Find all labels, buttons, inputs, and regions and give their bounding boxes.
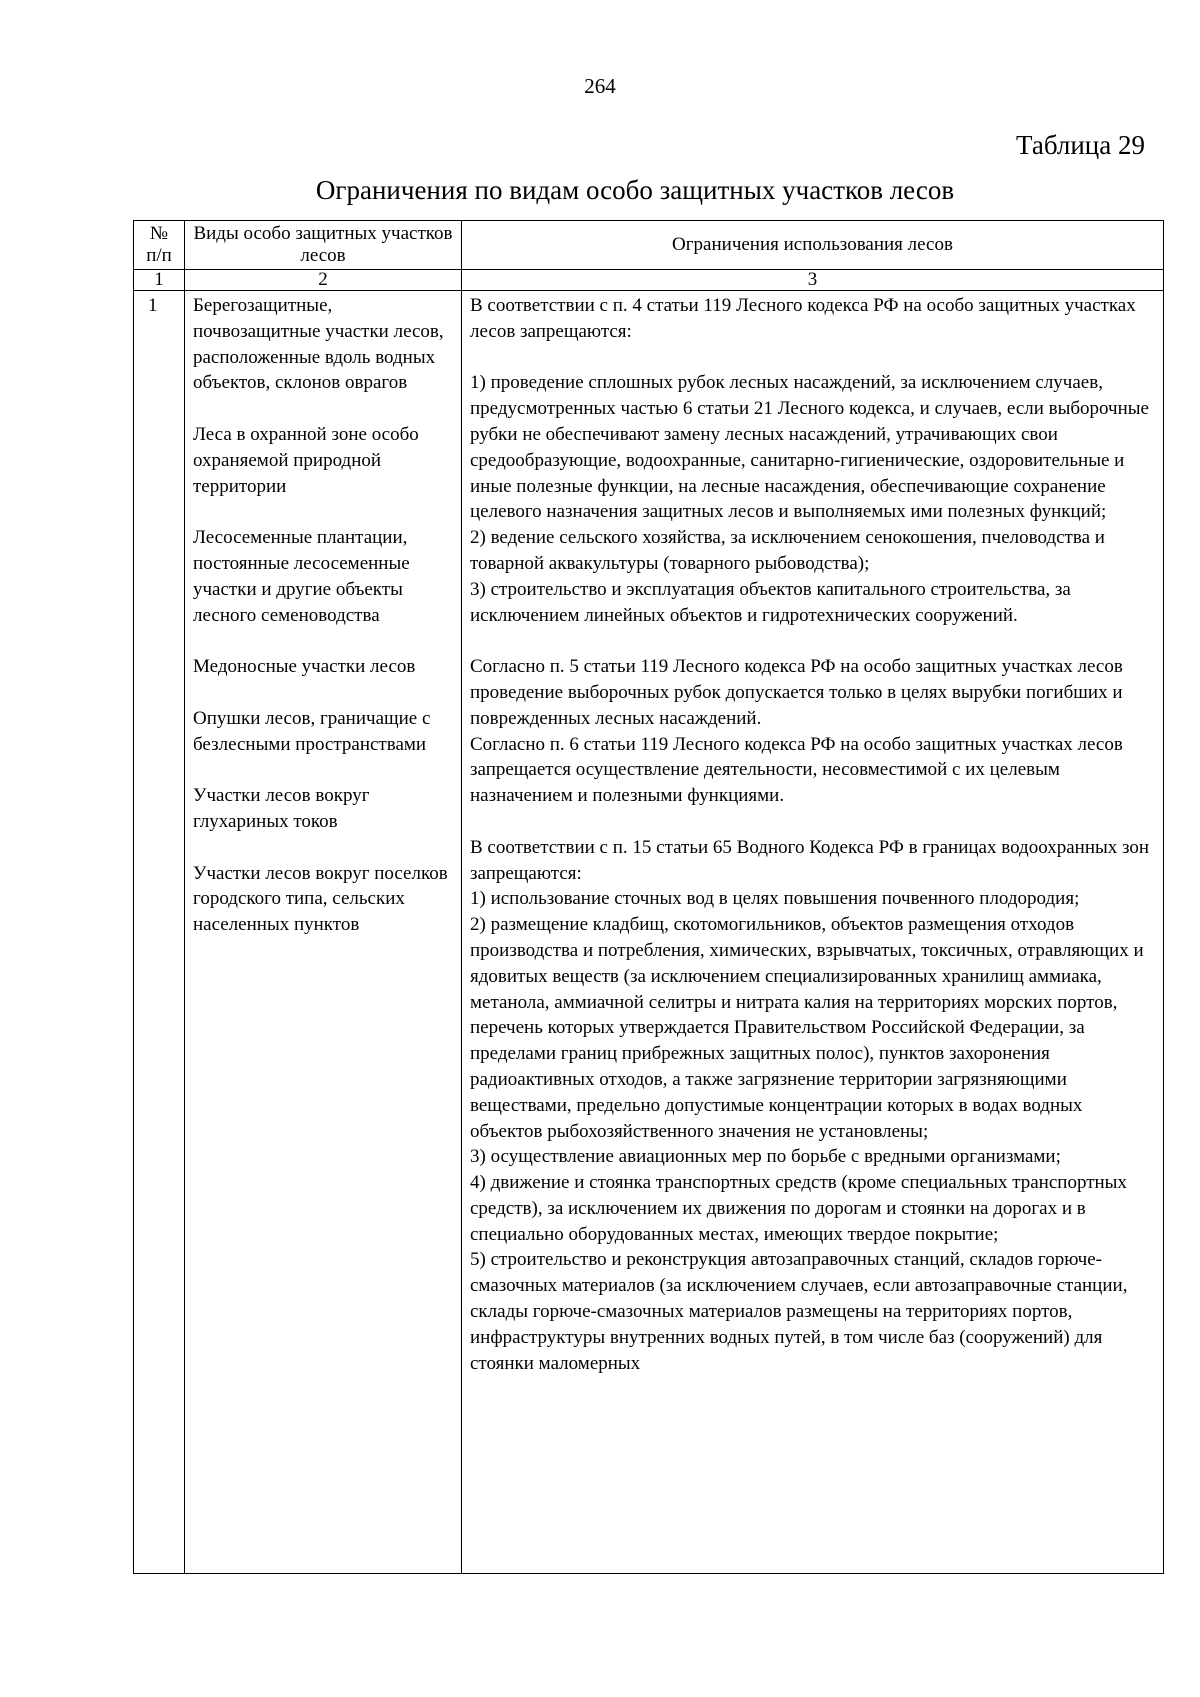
restrictions-table	[133, 220, 1164, 1574]
forest-code-art119-p4-intro: В соответствии с п. 4 статьи 119 Лесного кодекса РФ на особо защитных участках лесов запрещаются:	[470, 295, 1136, 342]
water-code-art65-intro: В соответствии с п. 15 статьи 65 Водного Кодекса РФ в границах водоохранных зон запрещаются:	[470, 836, 1150, 884]
column-number: 2	[185, 270, 462, 291]
restriction-item: 1) проведение сплошных рубок лесных насаждений, за исключением случаев, предусмотренных частью 6 статьи 21 Лесного кодекса, и случаев, если выборочные рубки не обеспечивают замену лесных насаждений, утрачивающих свои средообразующие, водоохранные, санитарно-гигиенические, оздоровительные и иные полезные функции, на лесные насаждения, обеспечивающие сохранение целевого назначения защитных лесов и выполняемых ими полезных функций;	[470, 372, 1149, 523]
area-type-item: Берегозащитные, почвозащитные участки лесов, расположенные вдоль водных объектов, склонов оврагов	[193, 295, 444, 394]
forest-code-art119-p5: Согласно п. 5 статьи 119 Лесного кодекса РФ на особо защитных участках лесов проведение выборочных рубок допускается только в целях вырубки погибших и поврежденных лесных насаждений.	[470, 656, 1123, 729]
table-label: Таблица 29	[1016, 130, 1145, 160]
restriction-item: 4) движение и стоянка транспортных средств (кроме специальных транспортных средств), за исключением их движения по дорогам и стоянки на дорогах и в специально оборудованных местах, имеющих твердое покрытие;	[470, 1172, 1127, 1245]
header-types: Виды особо защитных участков лесов	[185, 221, 462, 270]
restriction-item: 2) ведение сельского хозяйства, за исключением сенокошения, пчеловодства и товарной аквакультуры (товарного рыбоводства);	[470, 527, 1105, 574]
column-number-row	[134, 270, 1164, 291]
restriction-item: 3) строительство и эксплуатация объектов капитального строительства, за исключением линейных объектов и гидротехнических сооружений.	[470, 578, 1071, 626]
restriction-item: 3) осуществление авиационных мер по борьбе с вредными организмами;	[470, 1146, 1061, 1168]
restriction-item: 2) размещение кладбищ, скотомогильников, объектов размещения отходов производства и потребления, химических, взрывчатых, токсичных, отравляющих и ядовитых веществ (за исключением специализированных хранилищ аммиака, метанола, аммиачной селитры и нитрата калия на территориях морских портов, перечень которых утверждается Правительством Российской Федерации, за пределами границ прибрежных защитных полос), пунктов захоронения радиоактивных отходов, а также загрязнение территории загрязняющими веществами, предельно допустимые концентрации которых в водах водных объектов рыбохозяйственного значения не установлены;	[470, 914, 1144, 1142]
table-row	[134, 291, 1164, 1574]
area-type-item: Леса в охранной зоне особо охраняемой природной территории	[193, 423, 419, 497]
header-restrictions: Ограничения использования лесов	[462, 221, 1164, 270]
table-header-row	[134, 221, 1164, 270]
area-type-item: Участки лесов вокруг глухариных токов	[193, 785, 370, 832]
area-type-item: Лесосеменные плантации, постоянные лесосеменные участки и другие объекты лесного семеноводства	[193, 527, 410, 626]
restriction-item: 1) использование сточных вод в целях повышения почвенного плодородия;	[470, 888, 1080, 910]
document-title: Ограничения по видам особо защитных участков лесов	[315, 175, 955, 205]
page-number: 264	[584, 74, 616, 98]
column-number: 1	[134, 270, 185, 291]
area-type-item: Участки лесов вокруг поселков городского типа, сельских населенных пунктов	[193, 862, 448, 936]
restrictions-table-container	[133, 220, 1163, 1574]
forest-code-art119-p6: Согласно п. 6 статьи 119 Лесного кодекса РФ на особо защитных участках лесов запрещается осуществление деятельности, несовместимой с их целевым назначением и полезными функциями.	[470, 733, 1123, 807]
protected-area-types	[185, 291, 462, 1574]
area-type-item: Опушки лесов, граничащие с безлесными пространствами	[193, 707, 431, 755]
area-type-item: Медоносные участки лесов	[193, 656, 416, 678]
restrictions-text	[462, 291, 1164, 1574]
column-number: 3	[462, 270, 1164, 291]
row-number: 1	[134, 291, 185, 1574]
header-num: № п/п	[134, 221, 185, 270]
restriction-item: 5) строительство и реконструкция автозаправочных станций, складов горюче-смазочных материалов (за исключением случаев, если автозаправочные станции, склады горюче-смазочных материалов размещены на территориях портов, инфраструктуры внутренних водных путей, в том числе баз (сооружений) для стоянки маломерных	[470, 1249, 1128, 1374]
